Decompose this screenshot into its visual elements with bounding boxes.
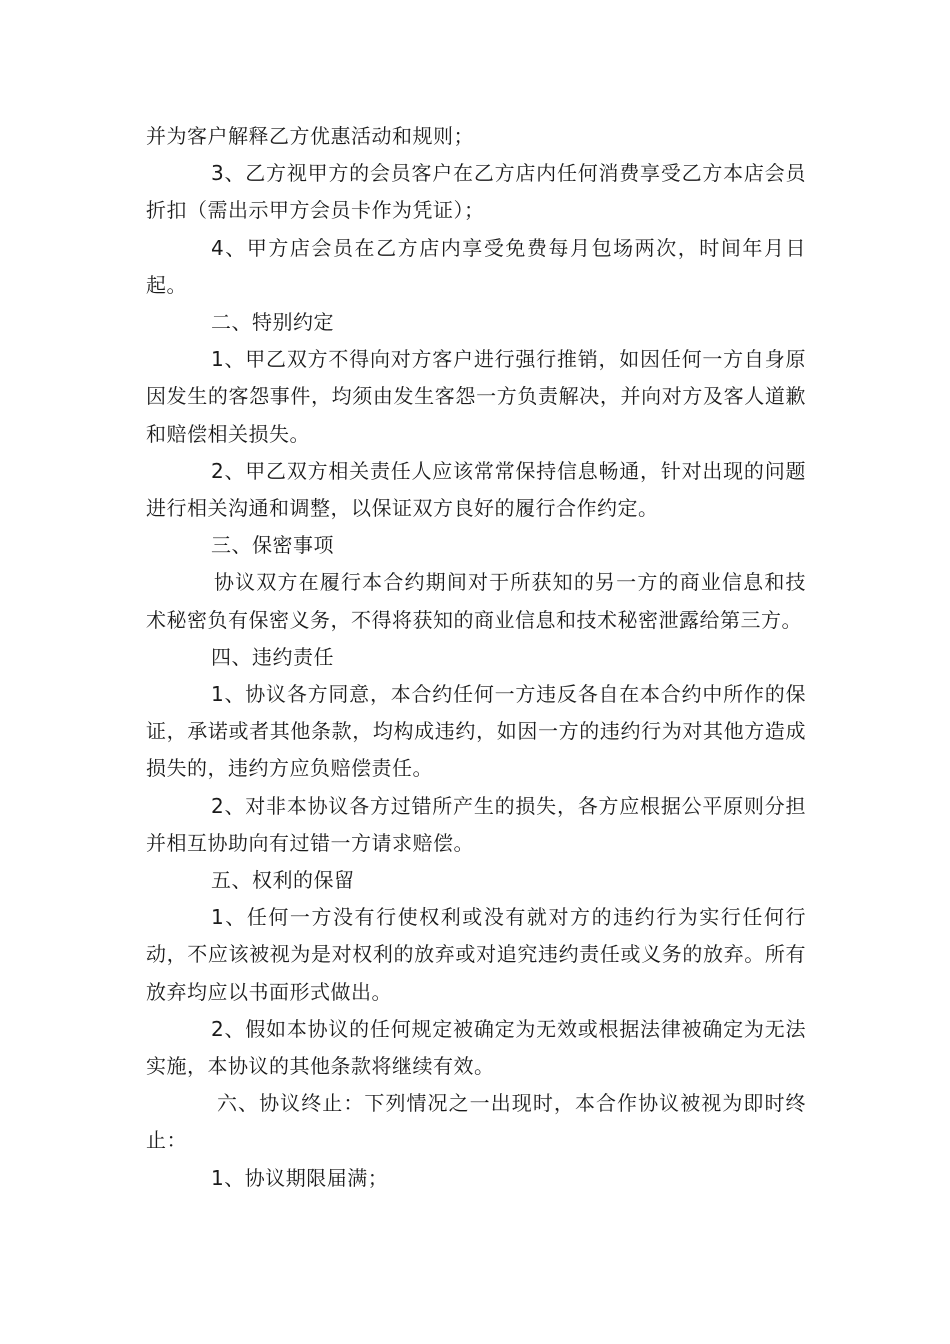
section-heading-rights-reservation: 五、权利的保留: [211, 868, 355, 893]
document-body: [146, 118, 806, 1197]
section-heading-liability: 四、违约责任: [211, 644, 334, 669]
rights-clause-2: 2、假如本协议的任何规定被确定为无效或根据法律被确定为无法实施，本协议的其他条款将继续有效。: [146, 1016, 806, 1079]
confidentiality-clause: 协议双方在履行本合约期间对于所获知的另一方的商业信息和技术秘密负有保密义务，不得将获知的商业信息和技术秘密泄露给第三方。: [146, 570, 806, 632]
liability-clause-2: 2、对非本协议各方过错所产生的损失，各方应根据公平原则分担并相互协助向有过错一方请求赔偿。: [146, 793, 806, 855]
section-heading-confidentiality: 三、保密事项: [211, 533, 334, 558]
special-clause-1: 1、甲乙双方不得向对方客户进行强行推销，如因任何一方自身原因发生的客怨事件，均须由发生客怨一方负责解决，并向对方及客人道歉和赔偿相关损失。: [146, 347, 806, 446]
paragraph-continuation: 并为客户解释乙方优惠活动和规则；: [146, 124, 474, 148]
section-heading-termination: 六、协议终止：下列情况之一出现时，本合作协议被视为即时终止：: [146, 1091, 806, 1153]
rights-clause-1: 1、任何一方没有行使权利或没有就对方的违约行为实行任何行动，不应该被视为是对权利的放弃或对追究违约责任或义务的放弃。所有放弃均应以书面形式做出。: [146, 905, 806, 1004]
liability-clause-1: 1、协议各方同意，本合约任何一方违反各自在本合约中所作的保证，承诺或者其他条款，均构成违约，如因一方的违约行为对其他方造成损失的，违约方应负赔偿责任。: [146, 682, 806, 781]
clause-4-free-booking: 4、甲方店会员在乙方店内享受免费每月包场两次，时间年月日起。: [146, 235, 806, 297]
termination-clause-1: 1、协议期限届满；: [211, 1165, 389, 1190]
special-clause-2: 2、甲乙双方相关责任人应该常常保持信息畅通，针对出现的问题进行相关沟通和调整，以保证双方良好的履行合作约定。: [146, 458, 806, 521]
clause-3-member-discount: 3、乙方视甲方的会员客户在乙方店内任何消费享受乙方本店会员折扣（需出示甲方会员卡作为凭证）；: [146, 161, 806, 223]
section-heading-special-agreement: 二、特别约定: [211, 310, 334, 335]
